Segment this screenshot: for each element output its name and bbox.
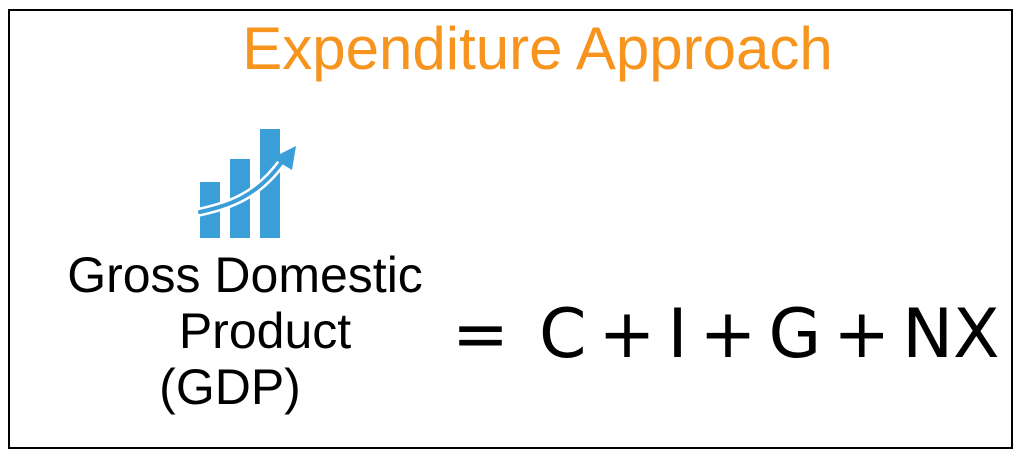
term-investment: I xyxy=(667,295,688,374)
term-consumption: C xyxy=(538,295,587,374)
gdp-label-line-1: Gross Domestic xyxy=(67,247,423,303)
plus-sign-1: + xyxy=(598,295,656,374)
gdp-label-line-3: (GDP) xyxy=(159,359,301,415)
term-government: G xyxy=(768,295,822,374)
plus-sign-3: + xyxy=(833,295,891,374)
gdp-formula xyxy=(448,296,1000,374)
diagram-title: Expenditure Approach xyxy=(242,15,833,82)
gdp-label-line-2: Product xyxy=(178,303,352,359)
gdp-label xyxy=(30,247,460,415)
term-net-exports: NX xyxy=(902,295,1000,374)
plus-sign-2: + xyxy=(699,295,757,374)
growth-chart-icon xyxy=(196,126,300,238)
equals-sign: = xyxy=(452,295,509,374)
